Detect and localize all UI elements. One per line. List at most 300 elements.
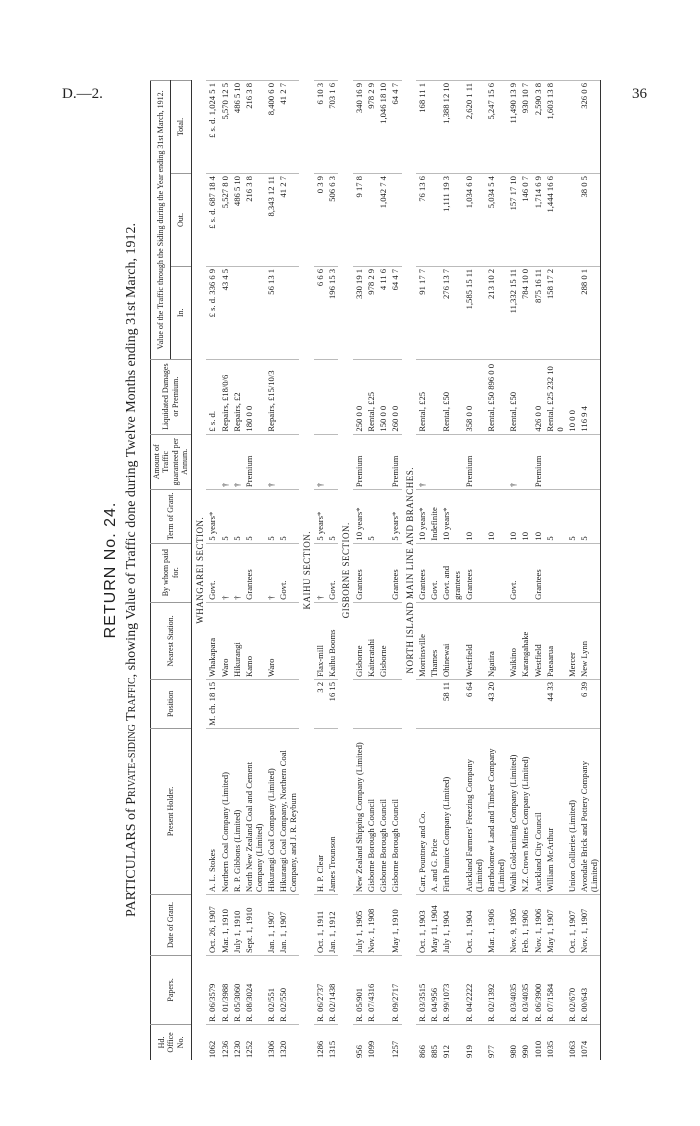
table-row <box>314 81 326 1061</box>
cell-date: July 1, 1904 <box>440 895 462 956</box>
cell-station <box>277 602 299 679</box>
cell-paid-by: † <box>219 543 231 602</box>
cell-holder: A. and G. Price <box>428 728 440 894</box>
cell-out: 1,111 19 3 <box>440 174 462 267</box>
cell-papers: R. 03/4035 <box>519 955 531 1024</box>
section-heading-row <box>338 81 353 1061</box>
cell-hd-office-no: 1230 <box>231 1024 243 1060</box>
cell-total: £ s. d. 1,024 5 1 <box>206 81 218 174</box>
cell-station: Westfield <box>532 602 544 679</box>
cell-date: Jan. 1, 1907 <box>277 895 299 956</box>
cell-station: Hikurangi <box>231 602 243 679</box>
cell-position <box>389 680 401 729</box>
cell-total: 5,247 15 6 <box>485 81 507 174</box>
cell-damages: 426 0 0 <box>532 359 544 434</box>
cell-paid-by: Grantees <box>353 543 365 602</box>
col-in: In. <box>171 266 191 359</box>
cell-total: 1,046 18 10 <box>377 81 389 174</box>
cell-holder: James Trounson <box>326 728 338 894</box>
cell-damages: £ s. d. <box>206 359 218 434</box>
cell-date: July 1, 1905 <box>353 895 365 956</box>
cell-total: 2,590 3 8 <box>532 81 544 174</box>
cell-position: 6 64 <box>463 680 485 729</box>
cell-position <box>428 680 440 729</box>
cell-position: 58 11 <box>440 680 462 729</box>
cell-total: 340 16 9 <box>353 81 365 174</box>
cell-paid-by: † <box>265 543 277 602</box>
cell-term: Indefinite <box>428 490 440 544</box>
table-row <box>416 81 428 1061</box>
cell-out: 5,034 5 4 <box>485 174 507 267</box>
cell-date: Jan. 1, 1912 <box>326 895 338 956</box>
cell-term: 5 <box>265 490 277 544</box>
cell-papers: R. 06/3900 <box>532 955 544 1024</box>
table-row <box>219 81 231 1061</box>
cell-damages: Rental, £50 <box>440 359 462 434</box>
cell-papers: R. 99/1073 <box>440 955 462 1024</box>
cell-damages: 10 0 0 <box>566 359 578 434</box>
cell-total: 8,400 6 0 <box>265 81 277 174</box>
cell-station: Flax-mill <box>314 602 326 679</box>
cell-in: 213 10 2 <box>485 266 507 359</box>
cell-hd-office-no: 1320 <box>277 1024 299 1060</box>
cell-term: 10 <box>507 490 519 544</box>
cell-amount: Premium <box>532 434 544 490</box>
cell-amount <box>277 434 299 490</box>
cell-hd-office-no: 1063 <box>566 1024 578 1060</box>
cell-total <box>428 81 440 174</box>
cell-date: Nov. 1, 1906 <box>532 895 544 956</box>
col-term: Term of Grant. <box>151 490 192 544</box>
cell-station <box>389 602 401 679</box>
page-number: 36 <box>632 86 647 102</box>
cell-position <box>532 680 544 729</box>
cell-damages: 358 0 0 <box>463 359 485 434</box>
cell-term: 5 <box>365 490 377 544</box>
cell-station: Kaiteratahi <box>365 602 377 679</box>
cell-term: 10 <box>463 490 485 544</box>
table-row <box>265 81 277 1061</box>
cell-damages: Rental, £25 <box>365 359 377 434</box>
cell-amount: Premium <box>353 434 365 490</box>
col-paid-by: By whom paid for. <box>151 543 192 602</box>
cell-holder: Auckland Farmers' Freezing Company (Limited) <box>463 728 485 894</box>
cell-papers: R. 04/956 <box>428 955 440 1024</box>
cell-term <box>377 490 389 544</box>
return-number: RETURN No. 24. <box>102 501 119 639</box>
cell-term: 10 years* <box>353 490 365 544</box>
cell-station: Morrinsville <box>416 602 428 679</box>
cell-papers: R. 00/643 <box>578 955 601 1024</box>
cell-papers: R. 02/1438 <box>326 955 338 1024</box>
cell-station: Waikino <box>507 602 519 679</box>
cell-paid-by: Govt. <box>206 543 218 602</box>
cell-position: 43 20 <box>485 680 507 729</box>
cell-in: 56 13 1 <box>265 266 277 359</box>
table-row <box>440 81 462 1061</box>
cell-date: Feb. 1, 1906 <box>519 895 531 956</box>
cell-paid-by <box>566 543 578 602</box>
cell-paid-by: Grantees <box>532 543 544 602</box>
cell-holder: R. P. Gibbons (Limited) <box>231 728 243 894</box>
cell-term: 5 years* <box>206 490 218 544</box>
cell-term: 5 <box>243 490 265 544</box>
cell-holder: Avondale Brick and Pottery Company (Limited) <box>578 728 601 894</box>
cell-term: 5 <box>231 490 243 544</box>
cell-in: 64 4 7 <box>389 266 401 359</box>
cell-damages: Rental, £50 <box>507 359 519 434</box>
cell-paid-by: Govt. <box>507 543 519 602</box>
cell-out: 1,042 7 4 <box>377 174 389 267</box>
cell-term: 5 <box>277 490 299 544</box>
table-row <box>544 81 566 1061</box>
cell-hd-office-no: 1074 <box>578 1024 601 1060</box>
cell-station: Whakapara <box>206 602 218 679</box>
cell-total: 216 3 8 <box>243 81 265 174</box>
table-row <box>578 81 601 1061</box>
cell-damages: Repairs, £2 <box>231 359 243 434</box>
cell-papers: R. 02/550 <box>277 955 299 1024</box>
cell-amount <box>519 434 531 490</box>
cell-term: 5 <box>219 490 231 544</box>
cell-damages <box>326 359 338 434</box>
cell-damages: Rental, £25 <box>416 359 428 434</box>
cell-term: 10 <box>519 490 531 544</box>
cell-holder: New Zealand Shipping Company (Limited) <box>353 728 365 894</box>
cell-amount: Premium <box>463 434 485 490</box>
cell-total: 978 2 9 <box>365 81 377 174</box>
title-small-caps: Private-siding Traffic <box>124 677 139 805</box>
cell-holder: Carr, Pountney and Co. <box>416 728 428 894</box>
cell-position <box>566 680 578 729</box>
cell-holder: William McArthur <box>544 728 566 894</box>
cell-out: 486 5 10 <box>231 174 243 267</box>
cell-in: 11,332 15 11 <box>507 266 519 359</box>
cell-out: 506 6 3 <box>326 174 338 267</box>
cell-holder: Hikurangi Coal Company (Limited) <box>265 728 277 894</box>
cell-damages <box>519 359 531 434</box>
cell-station: Waro <box>265 602 277 679</box>
cell-date: Oct. 1, 1907 <box>566 895 578 956</box>
cell-paid-by <box>377 543 389 602</box>
cell-date: Sept. 1, 1910 <box>243 895 265 956</box>
cell-in: 330 19 1 <box>353 266 365 359</box>
cell-holder: Union Collieries (Limited) <box>566 728 578 894</box>
cell-out: 9 17 8 <box>353 174 365 267</box>
cell-in: 784 10 0 <box>519 266 531 359</box>
cell-in: 158 17 2 <box>544 266 566 359</box>
cell-station: Paeaarua <box>544 602 566 679</box>
section-heading: GISBORNE SECTION. <box>341 522 352 619</box>
cell-papers: R. 06/3579 <box>206 955 218 1024</box>
cell-out <box>365 174 377 267</box>
cell-hd-office-no: 1062 <box>206 1024 218 1060</box>
cell-station: Westfield <box>463 602 485 679</box>
cell-station: Thames <box>428 602 440 679</box>
table-row <box>532 81 544 1061</box>
table-row <box>519 81 531 1061</box>
cell-out: 1,034 6 0 <box>463 174 485 267</box>
cell-in: 91 17 7 <box>416 266 428 359</box>
cell-position <box>277 680 299 729</box>
cell-in: 6 6 6 <box>314 266 326 359</box>
cell-amount <box>377 434 389 490</box>
cell-hd-office-no: 866 <box>416 1024 428 1060</box>
table-row <box>326 81 338 1061</box>
cell-amount <box>485 434 507 490</box>
cell-amount <box>578 434 601 490</box>
cell-paid-by: Grantees <box>416 543 428 602</box>
cell-papers: R. 02/670 <box>566 955 578 1024</box>
cell-in <box>566 266 578 359</box>
table-row <box>507 81 519 1061</box>
cell-amount <box>365 434 377 490</box>
col-station: Nearest Station. <box>151 602 192 679</box>
section-heading: NORTH ISLAND MAIN LINE AND BRANCHES. <box>404 467 415 674</box>
cell-station: Karangahake <box>519 602 531 679</box>
cell-total: 326 0 6 <box>578 81 601 174</box>
cell-date <box>377 895 389 956</box>
cell-in: 276 13 7 <box>440 266 462 359</box>
cell-total: 1,603 13 8 <box>544 81 566 174</box>
cell-position <box>365 680 377 729</box>
table-row <box>365 81 377 1061</box>
cell-total: 930 10 7 <box>519 81 531 174</box>
cell-papers: R. 02/1392 <box>485 955 507 1024</box>
cell-amount: Premium <box>389 434 401 490</box>
cell-out: 8,343 12 11 <box>265 174 277 267</box>
cell-out: 38 0 5 <box>578 174 601 267</box>
cell-total: 11,490 13 9 <box>507 81 519 174</box>
col-amount: Amount of Traffic guaranteed per Annum. <box>151 434 192 490</box>
table-row <box>389 81 401 1061</box>
col-value-group: Value of the Traffic through the Siding during the Year ending 31st March, 1912. <box>151 81 171 360</box>
cell-holder: North New Zealand Coal and Cement Company (Limited) <box>243 728 265 894</box>
cell-papers: R. 09/2717 <box>389 955 401 1024</box>
cell-date: Nov. 1, 1907 <box>578 895 601 956</box>
cell-total: 41 2 7 <box>277 81 299 174</box>
cell-damages <box>314 359 326 434</box>
cell-amount: † <box>219 434 231 490</box>
cell-in: 288 0 1 <box>578 266 601 359</box>
cell-position <box>519 680 531 729</box>
cell-hd-office-no: 1099 <box>365 1024 377 1060</box>
cell-station: Ohinewai <box>440 602 462 679</box>
cell-paid-by: Govt. <box>326 543 338 602</box>
cell-amount: † <box>507 434 519 490</box>
cell-amount <box>206 434 218 490</box>
cell-papers: R. 06/2737 <box>314 955 326 1024</box>
cell-damages: Repairs, £18/0/6 <box>219 359 231 434</box>
cell-out <box>428 174 440 267</box>
cell-total: 5,570 12 5 <box>219 81 231 174</box>
cell-hd-office-no <box>377 1024 389 1060</box>
cell-papers: R. 04/2222 <box>463 955 485 1024</box>
cell-papers: R. 07/4316 <box>365 955 377 1024</box>
cell-papers: R. 08/3024 <box>243 955 265 1024</box>
cell-hd-office-no: 919 <box>463 1024 485 1060</box>
cell-total: 2,620 1 11 <box>463 81 485 174</box>
cell-hd-office-no: 1035 <box>544 1024 566 1060</box>
cell-holder: Northern Coal Company (Limited) <box>219 728 231 894</box>
table-title <box>124 70 140 1070</box>
section-heading: KAIHU SECTION. <box>302 531 313 610</box>
cell-total: 6 10 3 <box>314 81 326 174</box>
cell-position <box>353 680 365 729</box>
cell-papers: R. 05/3060 <box>231 955 243 1024</box>
cell-term: 10 years* <box>440 490 462 544</box>
rotated-return-table <box>92 70 692 1070</box>
title-suffix: , showing Value of Traffic done during Twelve Months ending 31st March, 1912. <box>124 223 139 678</box>
cell-paid-by: † <box>314 543 326 602</box>
cell-paid-by <box>578 543 601 602</box>
cell-in: 4 11 6 <box>377 266 389 359</box>
cell-station: Gisborne <box>377 602 389 679</box>
table-row <box>206 81 218 1061</box>
col-hd-office-no: Hd. Office No. <box>151 1024 192 1060</box>
cell-damages <box>277 359 299 434</box>
col-position: Position <box>151 680 192 729</box>
cell-paid-by <box>519 543 531 602</box>
cell-station: Kaihu Booms <box>326 602 338 679</box>
cell-amount <box>428 434 440 490</box>
col-damages: Liquidated Damages or Premium. <box>151 359 192 434</box>
cell-in: 196 15 3 <box>326 266 338 359</box>
cell-hd-office-no: 1252 <box>243 1024 265 1060</box>
cell-papers <box>377 955 389 1024</box>
cell-out: £ s. d. 687 18 4 <box>206 174 218 267</box>
table-row <box>243 81 265 1061</box>
col-date: Date of Grant. <box>151 895 192 956</box>
cell-out: 216 3 8 <box>243 174 265 267</box>
cell-damages: 116 9 4 <box>578 359 601 434</box>
col-total: Total. <box>171 81 191 174</box>
cell-date: Oct. 26, 1907 <box>206 895 218 956</box>
cell-position <box>377 680 389 729</box>
section-heading-row <box>299 81 314 1061</box>
cell-term: 5 <box>544 490 566 544</box>
title-prefix: PARTICULARS of <box>124 808 139 918</box>
cell-position <box>507 680 519 729</box>
cell-position <box>243 680 265 729</box>
cell-damages <box>428 359 440 434</box>
cell-amount: † <box>265 434 277 490</box>
cell-term: 5 <box>578 490 601 544</box>
col-papers: Papers. <box>151 955 192 1024</box>
cell-in: £ s. d. 336 6 9 <box>206 266 218 359</box>
cell-holder: Gisborne Borough Council <box>377 728 389 894</box>
cell-paid-by <box>485 543 507 602</box>
table-row <box>485 81 507 1061</box>
cell-total: 703 1 6 <box>326 81 338 174</box>
cell-paid-by: † <box>231 543 243 602</box>
cell-in: 1,585 15 11 <box>463 266 485 359</box>
cell-damages: Rental, £50 896 0 0 <box>485 359 507 434</box>
cell-papers: R. 03/3515 <box>416 955 428 1024</box>
cell-term: 10 <box>532 490 544 544</box>
cell-out: 76 13 6 <box>416 174 428 267</box>
cell-amount: † <box>416 434 428 490</box>
section-heading: WHANGAREI SECTION. <box>194 516 205 624</box>
cell-in: 978 2 9 <box>365 266 377 359</box>
cell-in <box>243 266 265 359</box>
cell-out <box>566 174 578 267</box>
cell-position: 44 33 <box>544 680 566 729</box>
cell-amount <box>544 434 566 490</box>
cell-station: Waro <box>219 602 231 679</box>
cell-holder: Auckland City Council <box>532 728 544 894</box>
col-out: Out. <box>171 174 191 267</box>
cell-in: 43 4 5 <box>219 266 231 359</box>
cell-date: July 1, 1910 <box>231 895 243 956</box>
cell-holder: Gisborne Borough Council <box>365 728 377 894</box>
header-left-label: D.—2. <box>62 86 103 102</box>
cell-damages: Rental, £25 232 10 0 <box>544 359 566 434</box>
cell-hd-office-no: 980 <box>507 1024 519 1060</box>
cell-position: 3 2 <box>314 680 326 729</box>
cell-date: Nov. 1, 1908 <box>365 895 377 956</box>
cell-out: 146 0 7 <box>519 174 531 267</box>
cell-station: Ngatira <box>485 602 507 679</box>
cell-paid-by: Grantees <box>389 543 401 602</box>
cell-holder: Firth Pumice Company (Limited) <box>440 728 462 894</box>
cell-date: Nov. 9, 1905 <box>507 895 519 956</box>
table-row <box>428 81 440 1061</box>
cell-out: 157 17 10 <box>507 174 519 267</box>
cell-date: Mar. 1, 1906 <box>485 895 507 956</box>
cell-position <box>231 680 243 729</box>
cell-term: 5 <box>566 490 578 544</box>
section-heading-row <box>191 81 206 1061</box>
table-row <box>566 81 578 1061</box>
table-row <box>353 81 365 1061</box>
cell-term: 10 <box>485 490 507 544</box>
cell-amount <box>440 434 462 490</box>
cell-station: Kamo <box>243 602 265 679</box>
cell-holder: Gisborne Borough Council <box>389 728 401 894</box>
cell-damages: 260 0 0 <box>389 359 401 434</box>
cell-date: May 1, 1907 <box>544 895 566 956</box>
table-row <box>277 81 299 1061</box>
cell-damages: 180 0 0 <box>243 359 265 434</box>
cell-position: M. ch. 18 15 <box>206 680 218 729</box>
cell-station: Gisborne <box>353 602 365 679</box>
cell-hd-office-no: 1315 <box>326 1024 338 1060</box>
cell-position <box>416 680 428 729</box>
cell-damages: 150 0 0 <box>377 359 389 434</box>
cell-paid-by <box>544 543 566 602</box>
cell-papers: R. 03/4035 <box>507 955 519 1024</box>
cell-papers: R. 05/901 <box>353 955 365 1024</box>
cell-out <box>389 174 401 267</box>
cell-total: 168 11 1 <box>416 81 428 174</box>
cell-position: 16 15 <box>326 680 338 729</box>
cell-hd-office-no: 1286 <box>314 1024 326 1060</box>
cell-total: 1,388 12 10 <box>440 81 462 174</box>
cell-in: 875 16 11 <box>532 266 544 359</box>
cell-station: Mercer <box>566 602 578 679</box>
cell-hd-office-no: 885 <box>428 1024 440 1060</box>
cell-paid-by: Govt. and grantees <box>440 543 462 602</box>
cell-hd-office-no: 956 <box>353 1024 365 1060</box>
cell-position <box>219 680 231 729</box>
cell-position: 6 39 <box>578 680 601 729</box>
cell-out: 0 3 9 <box>314 174 326 267</box>
cell-total: 64 4 7 <box>389 81 401 174</box>
cell-date: Jan. 1, 1907 <box>265 895 277 956</box>
cell-damages: Repairs, £15/10/3 <box>265 359 277 434</box>
cell-in <box>428 266 440 359</box>
